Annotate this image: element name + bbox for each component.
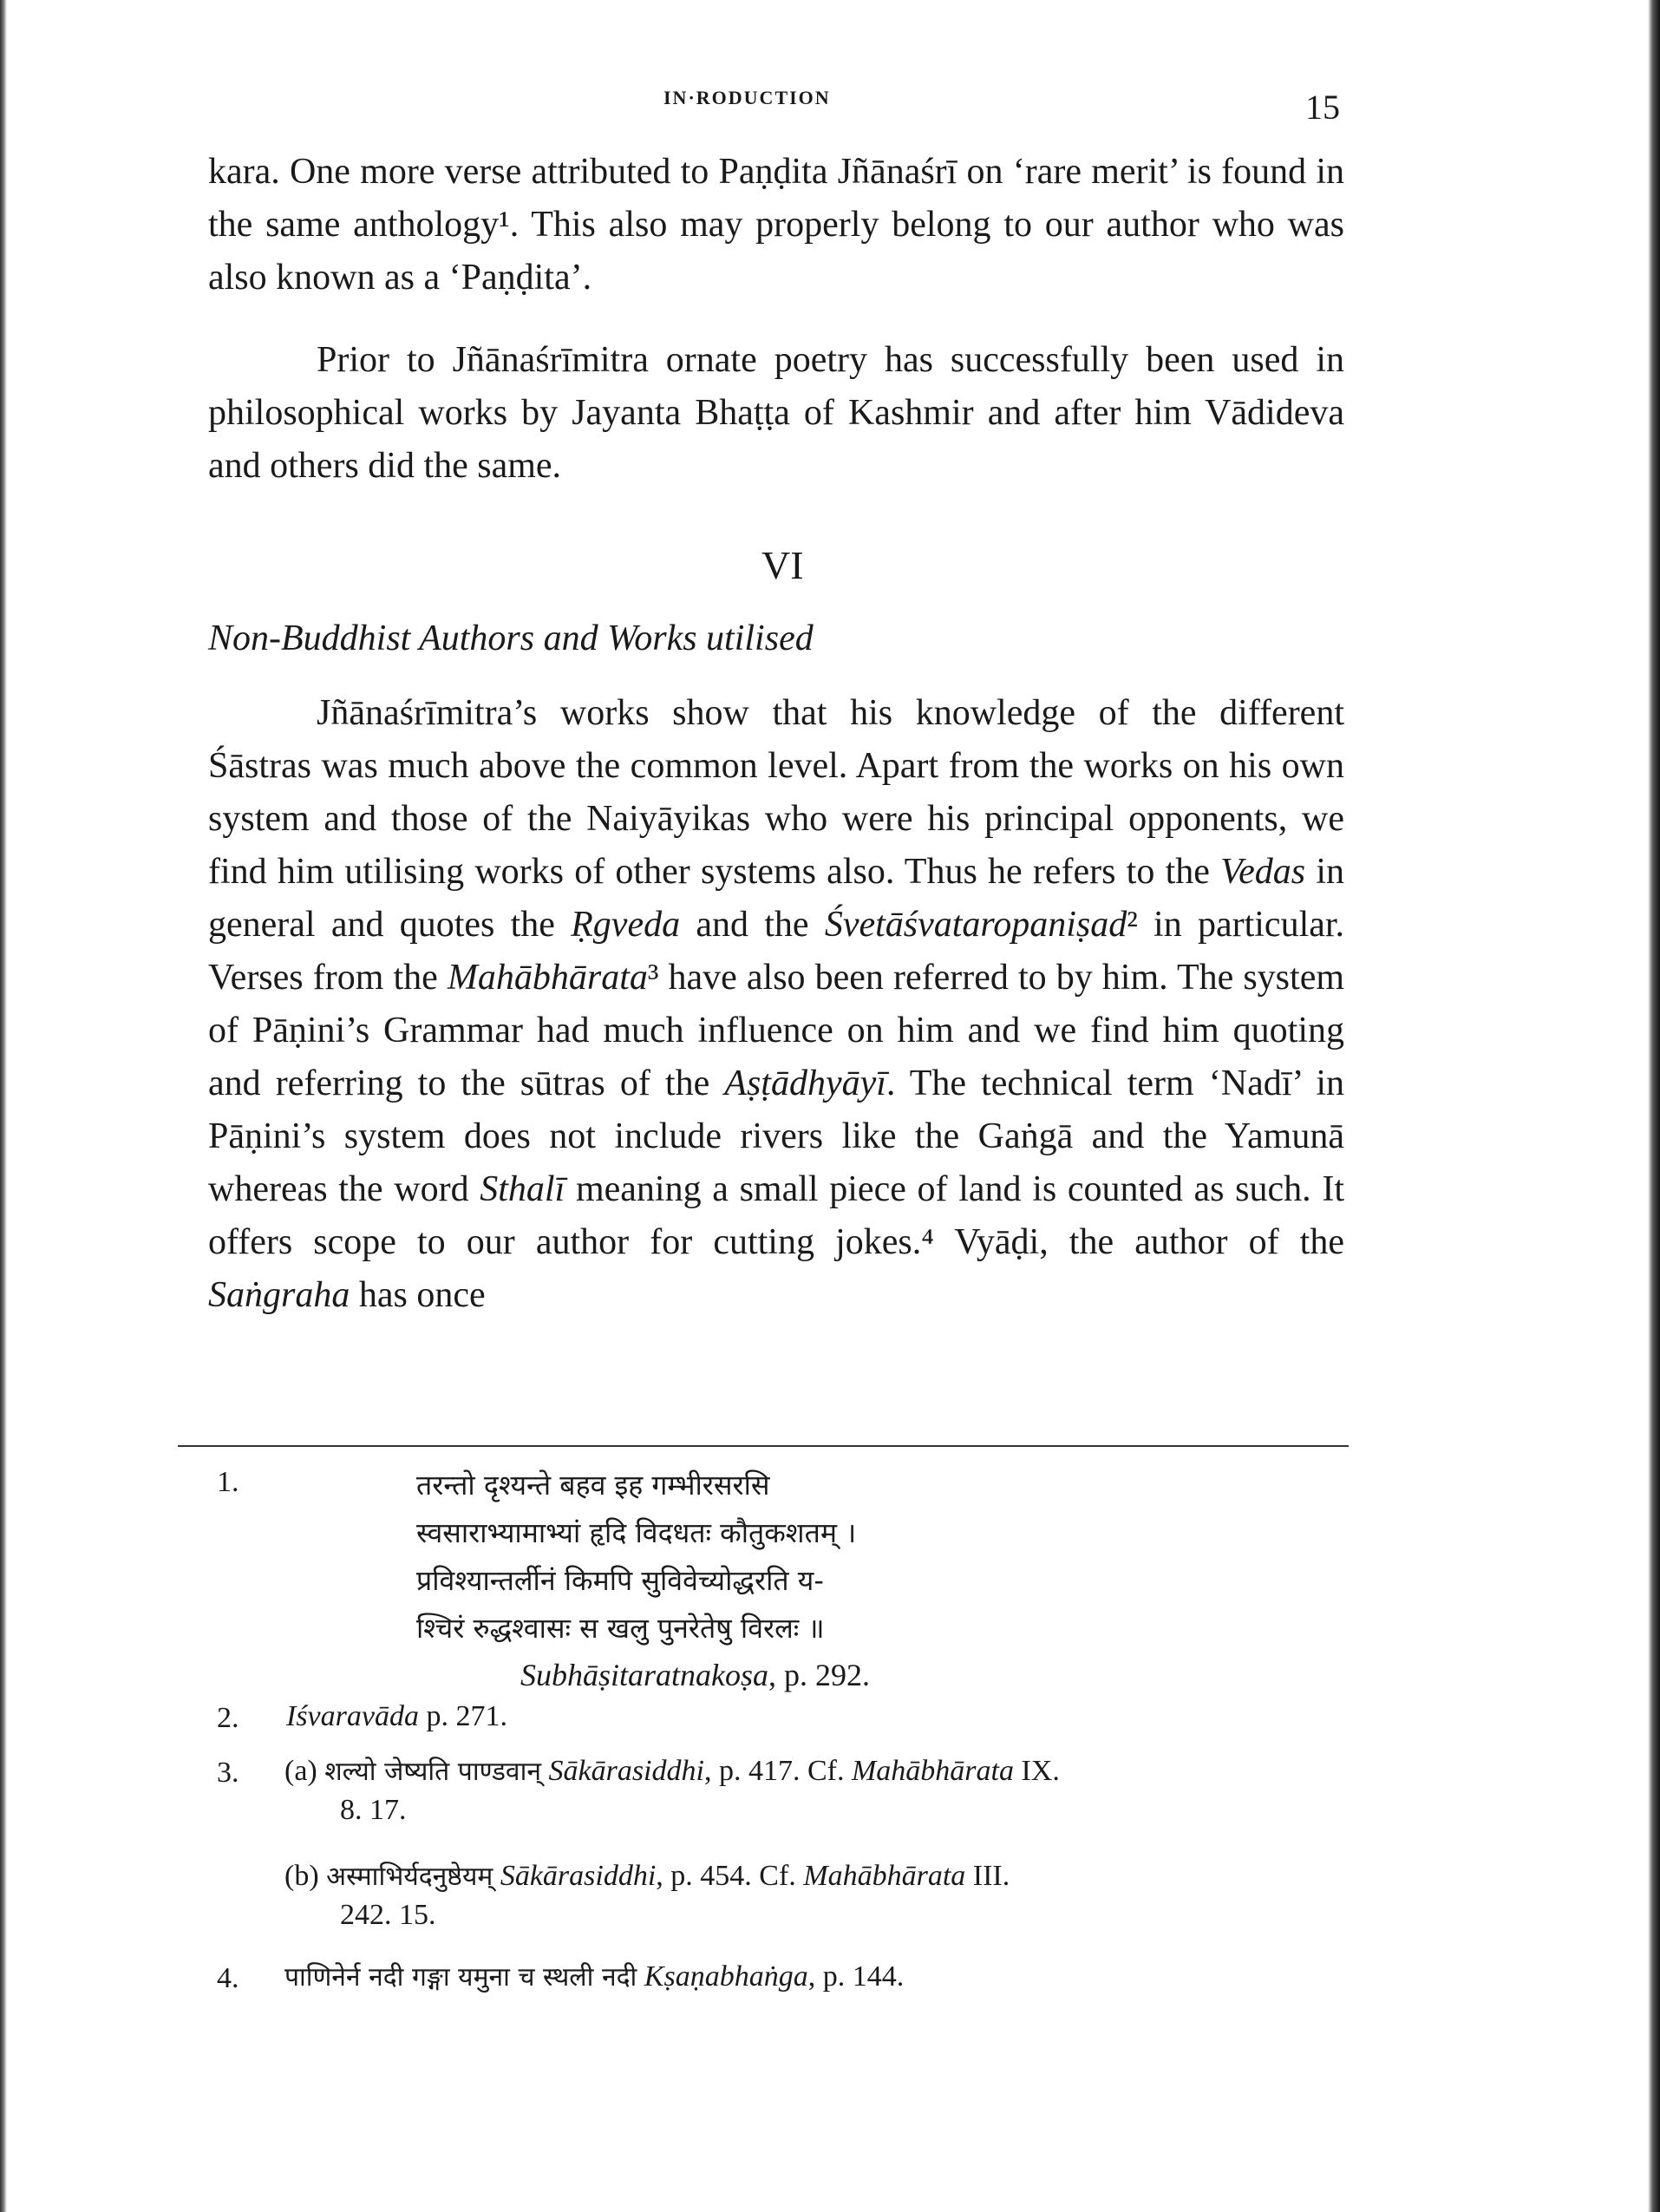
footnote-1-source-work: Subhāṣitaratnakoṣa	[520, 1658, 769, 1692]
footnote-4	[284, 1959, 1351, 1996]
footnote-3a-quote: शल्यो जेष्यति पाण्डवान्	[324, 1757, 541, 1787]
p3-text-7: meaning a small piece of land is counted as such. It offers scope to our author for cutting jokes.⁴ Vyāḍi, the author of the	[208, 1169, 1345, 1262]
footnote-3b-quote: अस्माभिर्यदनुष्ठेयम्	[326, 1862, 493, 1892]
footnote-2	[286, 1698, 507, 1735]
p3-sthali: Sthalī	[480, 1169, 565, 1209]
p3-text-3: and the	[696, 905, 809, 945]
p3-text-4: ² in particular. Verses from the	[208, 905, 1345, 998]
footnote-1-verse-line: प्रविश्यान्तर्लीनं किमपि सुविवेच्योद्धरति य-	[416, 1564, 824, 1597]
paragraph-3	[208, 687, 1344, 1322]
footnote-4-quote: पाणिनेर्न नदी गङ्गा यमुना च स्थली नदी	[284, 1962, 637, 1993]
scan-edge-right	[1648, 0, 1660, 2212]
p3-astadhyayi: Aṣṭādhyāyī	[724, 1063, 886, 1103]
p3-text-1: Jñānaśrīmitra’s works show that his knowledge of the different Śāstras was much above the common level. Apart from the works on his own system and those of the Naiyāyikas who were his principal opponents, we find him utilising works of other systems also. Thus he refers to the	[208, 693, 1344, 892]
footnote-3a-work: Sākārasiddhi	[548, 1755, 704, 1787]
footnote-3b-work: Sākārasiddhi	[500, 1860, 657, 1892]
footnote-1-number: 1.	[217, 1466, 239, 1498]
footnote-3a-continuation: 8. 17.	[340, 1794, 407, 1826]
footnote-4-work: Kṣaṇabhaṅga	[644, 1960, 808, 1993]
footnote-3b-tail: III.	[965, 1860, 1010, 1892]
footnote-3a-ref: Mahābhārata	[851, 1755, 1014, 1787]
footnote-rule	[178, 1445, 1349, 1447]
p3-svetasvatara: Śvetāśvataropaniṣad	[824, 905, 1127, 945]
scan-edge-left	[0, 0, 7, 2212]
footnote-4-number: 4.	[217, 1962, 239, 1994]
paragraph-2: Prior to Jñānaśrīmitra ornate poetry has successfully been used in philosophical works by Jayanta Bhaṭṭa of Kashmir and after him Vādideva and others did the same.	[208, 340, 1344, 486]
p3-text-2: in general and quotes the	[208, 852, 1345, 945]
footnote-2-number: 2.	[217, 1702, 239, 1734]
page-number: 15	[1305, 88, 1340, 127]
section-title: Non-Buddhist Authors and Works utilised	[208, 618, 814, 658]
running-head: IN·RODUCTION	[663, 87, 831, 108]
footnote-2-page: p. 271.	[418, 1700, 507, 1732]
footnote-1-verse-line: तरन्तो दृश्यन्ते बहव इह गम्भीरसरसि	[416, 1469, 770, 1502]
p3-text-8: has once	[358, 1275, 486, 1315]
footnote-1-verse-line: श्चिरं रुद्धश्वासः स खलु पुनरेतेषु विरलः ॥	[416, 1612, 825, 1645]
paragraph-1: kara. One more verse attributed to Paṇḍita Jñānaśrī on ‘rare merit’ is found in the same anthology¹. This also may properly belong to our author who was also known as a ‘Paṇḍita’.	[208, 152, 1344, 298]
footnote-3b	[284, 1858, 1351, 1895]
footnote-1-source	[520, 1657, 870, 1693]
p3-sangraha: Saṅgraha	[208, 1275, 350, 1315]
footnote-3a-mid: , p. 417. Cf.	[703, 1755, 852, 1787]
footnote-1-source-page: , p. 292.	[768, 1658, 871, 1692]
footnote-3b-ref: Mahābhārata	[803, 1860, 966, 1892]
p3-vedas: Vedas	[1220, 852, 1306, 892]
footnote-3b-mid: , p. 454. Cf.	[656, 1860, 804, 1892]
footnote-1-verse-line: स्वसाराभ्यामाभ्यां हृदि विदधतः कौतुकशतम् ।	[416, 1516, 857, 1549]
p3-text-6: . The technical term ‘Nadī’ in Pāṇini’s system does not include rivers like the Gaṅgā and the Yamunā whereas the word	[208, 1063, 1345, 1209]
footnote-2-work: Iśvaravāda	[286, 1700, 419, 1732]
footnote-3b-continuation: 242. 15.	[340, 1899, 436, 1931]
footnote-3a-label: (a)	[284, 1755, 325, 1787]
section-number: VI	[761, 543, 804, 587]
footnote-3a	[284, 1753, 1351, 1790]
p3-mahabharata: Mahābhārata	[447, 958, 648, 998]
footnote-3b-label: (b)	[284, 1860, 327, 1892]
p3-text-5: ³ have also been referred to by him. The system of Pāṇini’s Grammar had much influence on him and we find him quoting and referring to the sūtras of the	[208, 958, 1345, 1103]
footnote-3-number: 3.	[217, 1757, 239, 1789]
p3-rgveda: Ṛgveda	[571, 905, 681, 945]
footnote-3a-tail: IX.	[1013, 1755, 1060, 1787]
footnote-4-page: , p. 144.	[807, 1960, 905, 1993]
